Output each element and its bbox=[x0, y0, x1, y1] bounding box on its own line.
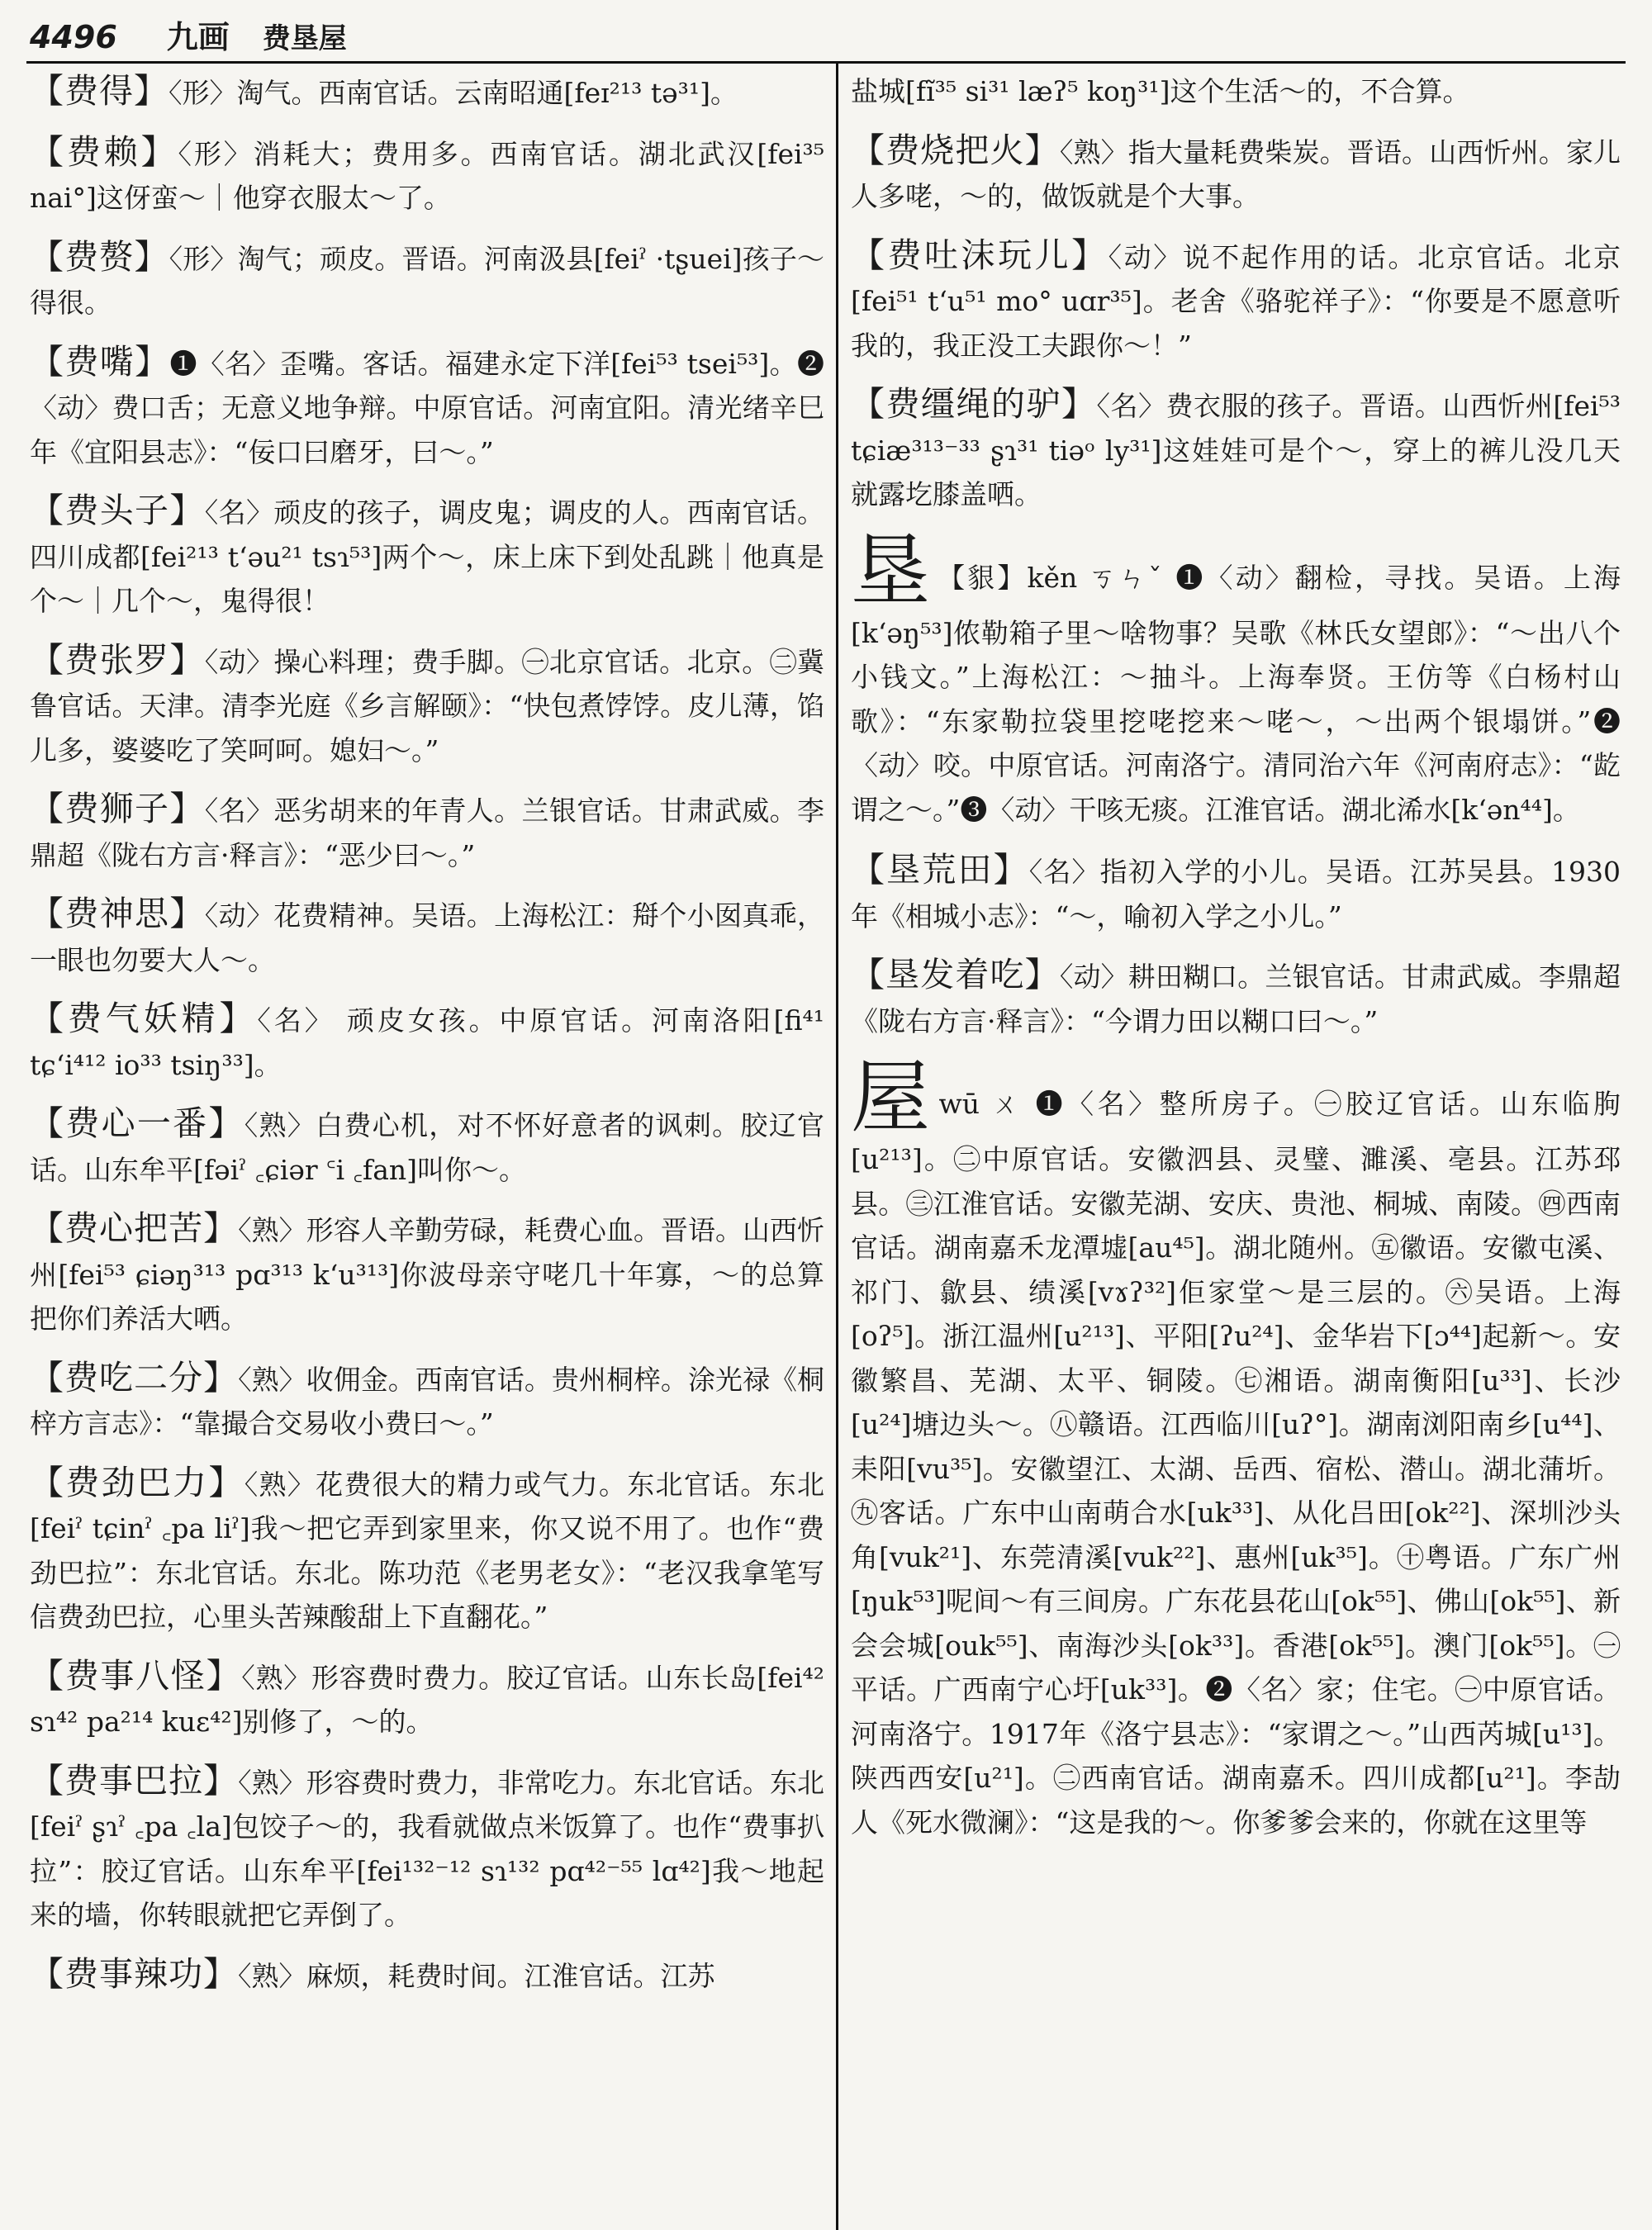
right-column bbox=[851, 69, 1621, 2225]
entry-headword: 【费吐沫玩儿】 bbox=[851, 235, 1108, 275]
entry-body: 〈动〉操心料理；费手脚。㊀北京官话。北京。㊁冀鲁官话。天津。清李光庭《乡言解颐》：“快包煮饽饽。皮儿薄，馅儿多，婆婆吃了笑呵呵。媳妇～。” bbox=[30, 645, 824, 766]
entry-body: 〈形〉淘气。西南官话。云南昭通[feɪ²¹³ tə³¹]。 bbox=[169, 77, 738, 109]
dict-entry bbox=[30, 235, 824, 325]
dict-entry bbox=[851, 129, 1621, 219]
dict-entry bbox=[30, 1207, 824, 1341]
dict-entry bbox=[851, 234, 1621, 368]
entry-body: 〈动〉花费精神。吴语。上海松江：搿个小囡真乖，一眼也勿要大人～。 bbox=[30, 899, 824, 976]
column-divider bbox=[836, 61, 838, 2230]
dict-entry bbox=[851, 953, 1621, 1043]
entry-headword: 【垦发着吃】 bbox=[851, 955, 1060, 994]
entry-body: 〈熟〉白费心机，对不怀好意者的讽刺。胶辽官话。山东牟平[fəiˀ ꜀ɕiər ꜂i ꜀fan]叫你～。 bbox=[30, 1109, 824, 1186]
entry-body: 〈名〉指初入学的小儿。吴语。江苏吴县。1930年《相城小志》：“～，喻初入学之小儿。” bbox=[851, 856, 1621, 932]
entry-body: 〈熟〉形容费时费力，非常吃力。东北官话。东北[feiˀ ʂɿˀ ꜀pa ꜀la]包饺子～的，我看就做点米饭算了。也作“费事扒拉”：胶辽官话。山东牟平[fei¹³²⁻¹² sɿ¹³² pɑ⁴²⁻⁵⁵ lɑ⁴²]我～地起来的墙，你转眼就把它弄倒了。 bbox=[30, 1766, 824, 1931]
entry-headword: 【费心把苦】 bbox=[30, 1208, 239, 1248]
entry-headword: 【费狮子】 bbox=[30, 789, 205, 828]
dict-entry bbox=[30, 1759, 824, 1938]
entry-body: 〈名〉顽皮的孩子，调皮鬼；调皮的人。西南官话。四川成都[fei²¹³ t‘əu²¹ tsɿ⁵³]两个～，床上床下到处乱跳｜他真是个～｜几个～，鬼得很！ bbox=[30, 496, 824, 617]
entry-headword: 【费心一番】 bbox=[30, 1103, 244, 1143]
entry-headword: 【费事辣功】 bbox=[30, 1953, 238, 1994]
dict-entry bbox=[30, 1952, 824, 1999]
entry-body: 〈动〉说不起作用的话。北京官话。北京[fei⁵¹ t‘u⁵¹ mo° uɑr³⁵]。老舍《骆驼祥子》：“你要是不愿意听我的，我正没工夫跟你～！” bbox=[851, 240, 1621, 362]
section-title: 九画 bbox=[166, 18, 230, 55]
entry-headword: 【垦荒田】 bbox=[851, 850, 1029, 890]
entry-headword: 【费神思】 bbox=[30, 894, 205, 933]
entry-body: 〈形〉淘气；顽皮。晋语。河南汲县[feiˀ ·tʂuei]孩子～得很。 bbox=[30, 242, 824, 319]
big-character: 屋 bbox=[851, 1051, 934, 1144]
entry-headword: 【费赖】 bbox=[30, 131, 178, 172]
entry-body: 〈熟〉形容人辛勤劳碌，耗费心血。晋语。山西忻州[fei⁵³ ɕiəŋ³¹³ pɑ³¹³ k‘u³¹³]你波母亲守咾几十年寡，～的总算把你们养活大哂。 bbox=[30, 1214, 824, 1335]
entry-body: 〈形〉消耗大；费用多。西南官话。湖北武汉[fei³⁵ nai°]这伢蛮～｜他穿衣服太～了。 bbox=[30, 137, 824, 214]
entry-headword: 【费张罗】 bbox=[30, 639, 205, 680]
dict-entry bbox=[30, 787, 824, 877]
dict-entry bbox=[30, 638, 824, 773]
entry-body: 〈名〉费衣服的孩子。晋语。山西忻州[fei⁵³ tɕiæ³¹³⁻³³ ʂɿ³¹ tiəᵒ ly³¹]这娃娃可是个～，穿上的裤儿没几天就露圪膝盖哂。 bbox=[851, 390, 1621, 510]
entry-body: 〈熟〉收佣金。西南官话。贵州桐梓。涂光禄《桐梓方言志》：“靠撮合交易收小费曰～。” bbox=[30, 1363, 824, 1440]
entry-headword: 【费吃二分】 bbox=[30, 1357, 239, 1397]
character-entry-ken bbox=[851, 524, 1621, 833]
dict-entry bbox=[30, 1461, 824, 1639]
entry-headword: 【费事八怪】 bbox=[30, 1655, 242, 1696]
entry-headword: 【费烧把火】 bbox=[851, 130, 1060, 170]
character-body: wū ㄨ ❶〈名〉整所房子。㊀胶辽官话。山东临朐[u²¹³]。㊁中原官话。安徽泗县、灵璧、濉溪、亳县。江苏邳县。㊂江淮官话。安徽芜湖、安庆、贵池、桐城、南陵。㊃西南官话。湖南嘉禾龙潭墟[au⁴⁵]。湖北随州。㊄徽语。安徽屯溪、祁门、歙县、绩溪[vɤʔ³²]佢家堂～是三层的。㊅吴语。上海[oʔ⁵]。浙江温州[u²¹³]、平阳[ʔu²⁴]、金华岩下[ɔ⁴⁴]起新～。安徽繁昌、芜湖、太平、铜陵。㊆湘语。湖南衡阳[u³³]、长沙[u²⁴]塘边头～。㊇赣语。江西临川[uʔ°]。湖南浏阳南乡[u⁴⁴]、耒阳[vu³⁵]。安徽望江、太湖、岳西、宿松、潜山。湖北蒲圻。㊈客话。广东中山南萌合水[uk³³]、从化吕田[ok²²]、深圳沙头角[vuk²¹]、东莞清溪[vuk²²]、惠州[uk³⁵]。㊉粤语。广东广州[ŋuk⁵³]呢间～有三间房。广东花县花山[ok⁵⁵]、佛山[ok⁵⁵]、新会会城[ouk⁵⁵]、南海沙头[ok³³]。香港[ok⁵⁵]。澳门[ok⁵⁵]。㊀平话。广西南宁心圩[uk³³]。❷〈名〉家；住宅。㊀中原官话。河南洛宁。1917年《洛宁县志》：“家谓之～。”山西芮城[u¹³]。陕西西安[u²¹]。㊁西南官话。湖南嘉禾。四川成都[u²¹]。李劼人《死水微澜》：“这是我的～。你爹爹会来的，你就在这里等 bbox=[851, 1088, 1621, 1839]
entry-continuation: 盐城[fĩ³⁵ si³¹ læʔ⁵ koŋ³¹]这个生活～的，不合算。 bbox=[851, 75, 1470, 107]
dict-entry bbox=[851, 848, 1621, 938]
entry-body: ❶〈名〉歪嘴。客话。福建永定下洋[fei⁵³ tsei⁵³]。❷〈动〉费口舌；无意义地争辩。中原官话。河南宜阳。清光绪辛巳年《宜阳县志》：“佞口曰磨牙，曰～。” bbox=[30, 347, 824, 468]
left-column bbox=[30, 69, 824, 2225]
entry-body: 〈名〉恶劣胡来的年青人。兰银官话。甘肃武威。李鼎超《陇右方言·释言》：“恶少曰～。” bbox=[30, 795, 824, 871]
entry-body: 〈熟〉花费很大的精力或气力。东北官话。东北[feiˀ tɕinˀ ꜀pa liˀ]我～把它弄到家里来，你又说不用了。也作“费劲巴拉”：东北官话。东北。陈功范《老男老女》：“老汉我拿笔写信费劲巴拉，心里头苦辣酸甜上下直翻花。” bbox=[30, 1468, 824, 1633]
entry-headword: 【费赘】 bbox=[30, 236, 169, 277]
character-entry-wu bbox=[851, 1051, 1621, 1844]
dict-entry bbox=[30, 130, 824, 221]
page-number: 4496 bbox=[30, 19, 117, 55]
entry-body: 〈动〉耕田糊口。兰银官话。甘肃武威。李鼎超《陇右方言·释言》：“今谓力田以糊口曰～。” bbox=[851, 961, 1621, 1037]
entry-headword: 【费劲巴力】 bbox=[30, 1462, 244, 1502]
entry-body: 〈熟〉指大量耗费柴炭。晋语。山西忻州。家儿人多咾，～的，做饭就是个大事。 bbox=[851, 135, 1621, 212]
big-character: 垦 bbox=[851, 524, 933, 618]
entry-headword: 【费得】 bbox=[30, 71, 169, 111]
entry-headword: 【费事巴拉】 bbox=[30, 1760, 239, 1801]
headword-range: 费垦屋 bbox=[262, 22, 347, 55]
dict-entry bbox=[30, 1654, 824, 1744]
entry-headword: 【费头子】 bbox=[30, 491, 205, 530]
dict-entry bbox=[30, 1102, 824, 1192]
dict-entry bbox=[851, 382, 1621, 517]
entry-body: 〈名〉 顽皮女孩。中原官话。河南洛阳[fi⁴¹ tɕ‘i⁴¹² io³³ tsiŋ³³]。 bbox=[30, 1004, 824, 1081]
dict-entry bbox=[30, 340, 824, 475]
dict-entry bbox=[30, 997, 824, 1087]
dict-entry bbox=[30, 69, 824, 116]
entry-headword: 【费气妖精】 bbox=[30, 999, 258, 1038]
dict-entry bbox=[30, 892, 824, 982]
entry-body: 〈熟〉形容费时费力。胶辽官话。山东长岛[fei⁴² sɿ⁴² pa²¹⁴ kuɛ⁴²]别修了，～的。 bbox=[30, 1661, 824, 1738]
dict-entry bbox=[30, 489, 824, 624]
entry-body: 〈熟〉麻烦，耗费时间。江淮官话。江苏 bbox=[238, 1959, 715, 1992]
entry-headword: 【费缰绳的驴】 bbox=[851, 384, 1097, 424]
dict-entry bbox=[30, 1356, 824, 1446]
character-body: 【貇】kěn ㄎㄣˇ ❶〈动〉翻检，寻找。吴语。上海[k‘əŋ⁵³]侬勒箱子里～啥物事？吴歌《林氏女望郎》：“～出八个小钱文。”上海松江：～抽斗。上海奉贤。王仿等《白杨村山歌》：“东家勒拉袋里挖咾挖来～咾～，～出两个银塌饼。”❷〈动〉咬。中原官话。河南洛宁。清同治六年《河南府志》：“龁谓之～。”❸〈动〉干咳无痰。江淮官话。湖北浠水[k‘ən⁴⁴]。 bbox=[851, 561, 1621, 826]
page-header bbox=[30, 12, 1624, 61]
entry-headword: 【费嘴】 bbox=[30, 341, 170, 382]
header-rule bbox=[26, 61, 1626, 64]
